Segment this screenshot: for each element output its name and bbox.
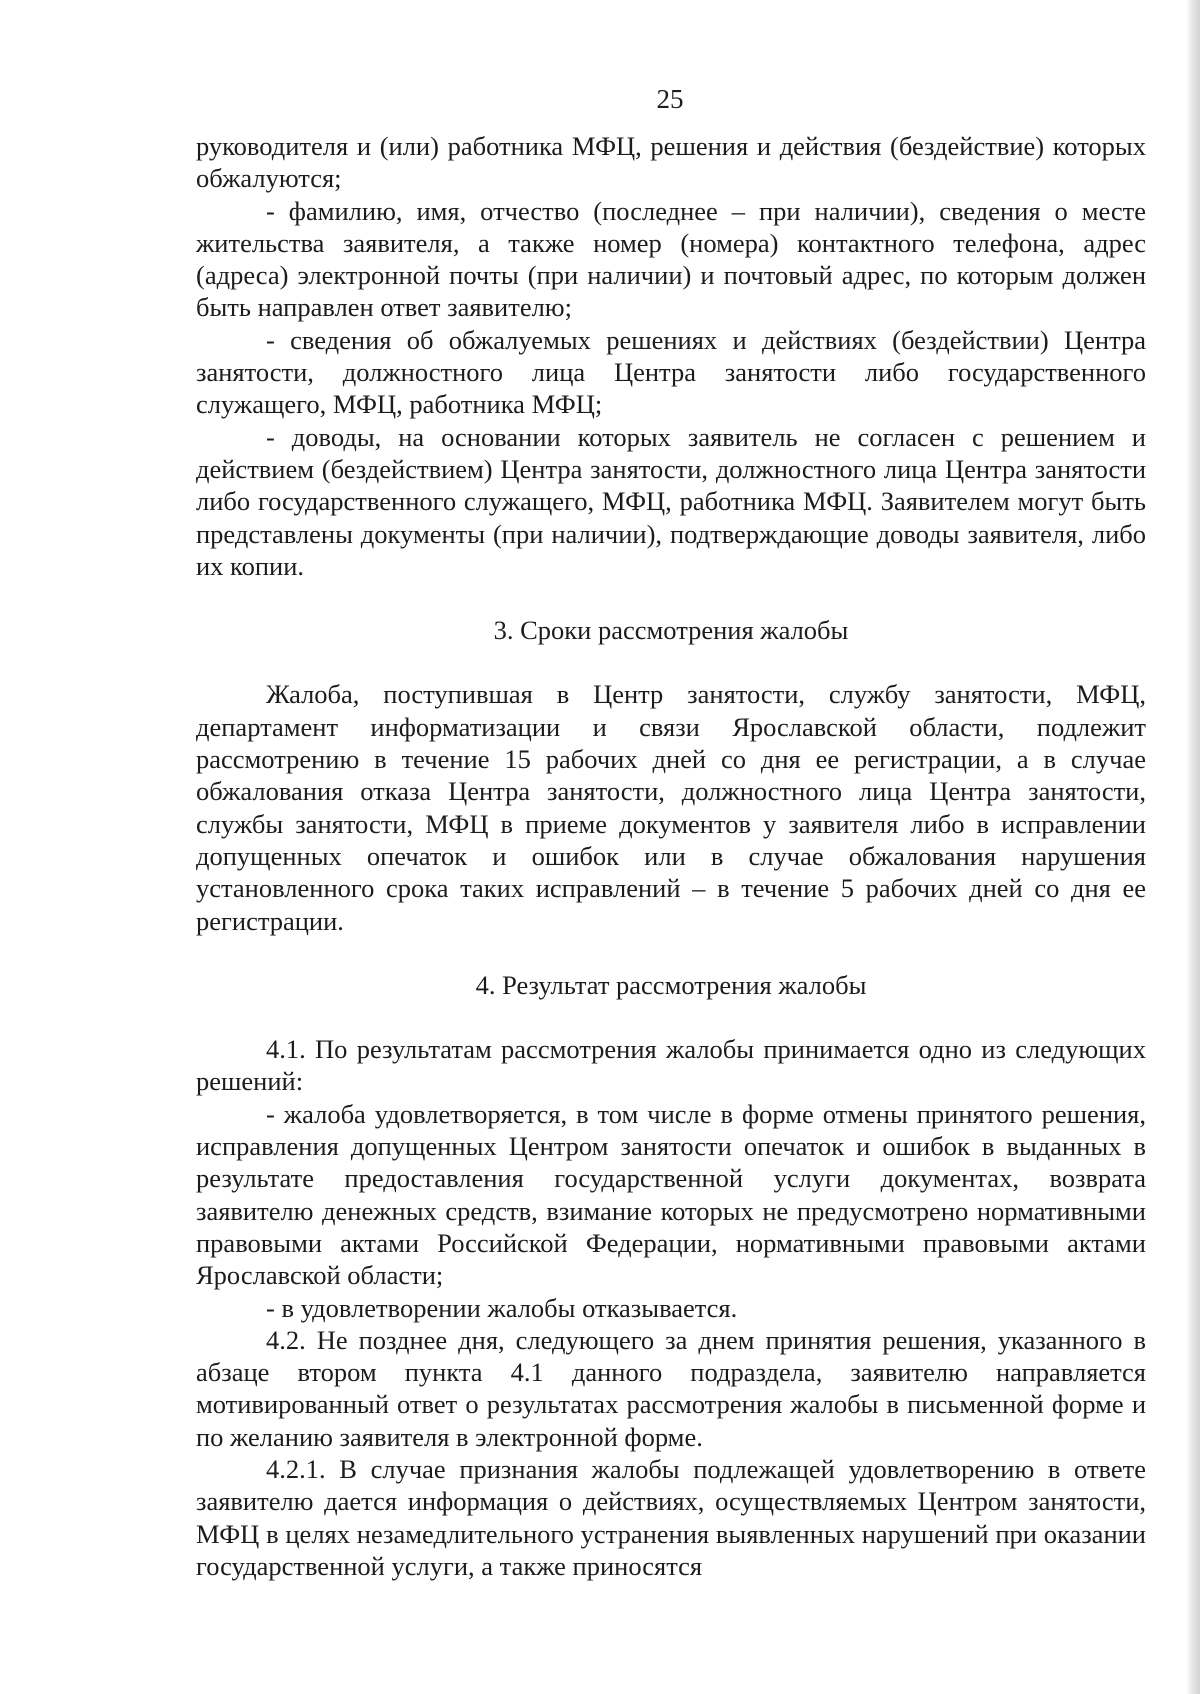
section-4-paragraph: 4.2. Не позднее дня, следующего за днем принятия решения, указанного в абзаце втором пункта 4.1 данного подраздела, заявителю направляется мотивированный ответ о результатах рассмотрения жалобы в письменной форме и по желанию заявителя в электронной форме.: [196, 1324, 1146, 1452]
paragraph-list-item: - сведения об обжалуемых решениях и действиях (бездействии) Центра занятости, должностного лица Центра занятости либо государственного служащего, МФЦ, работника МФЦ;: [196, 324, 1146, 420]
page-number: 25: [656, 84, 684, 114]
paragraph-list-item: - доводы, на основании которых заявитель не согласен с решением и действием (бездействием) Центра занятости, должностного лица Центра занятости либо государственного служащего, МФЦ, работника МФЦ. Заявителем могут быть представлены документы (при наличии), подтверждающие доводы заявителя, либо их копии.: [196, 421, 1146, 581]
section-4-paragraph: 4.2.1. В случае признания жалобы подлежащей удовлетворению в ответе заявителю дается информация о действиях, осуществляемых Центром занятости, МФЦ в целях незамедлительного устранения выявленных нарушений при оказании государственной услуги, а также приносятся: [196, 1453, 1146, 1581]
paragraph-list-item: - фамилию, имя, отчество (последнее – при наличии), сведения о месте жительства заявителя, а также номер (номера) контактного телефона, адрес (адреса) электронной почты (при наличии) и почтовый адрес, по которым должен быть направлен ответ заявителю;: [196, 195, 1146, 323]
section-heading-3: 3. Сроки рассмотрения жалобы: [493, 615, 849, 646]
document-body: [196, 130, 1146, 1582]
section-3-paragraph: Жалоба, поступившая в Центр занятости, службу занятости, МФЦ, департамент информатизации и связи Ярославской области, подлежит рассмотрению в течение 15 рабочих дней со дня ее регистрации, а в случае обжалования отказа Центра занятости, должностного лица Центра занятости, службы занятости, МФЦ в приеме документов у заявителя либо в исправлении допущенных опечаток и ошибок или в случае обжалования нарушения установленного срока таких исправлений – в течение 5 рабочих дней со дня ее регистрации.: [196, 679, 1146, 936]
scan-edge-shadow: [1186, 0, 1200, 1694]
section-heading-4: 4. Результат рассмотрения жалобы: [475, 969, 867, 1000]
section-4-paragraph: - жалоба удовлетворяется, в том числе в форме отмены принятого решения, исправления допущенных Центром занятости опечаток и ошибок в выданных в результате предоставления государственной услуги документах, возврата заявителю денежных средств, взимание которых не предусмотрено нормативными правовыми актами Российской Федерации, нормативными правовыми актами Ярославской области;: [196, 1098, 1146, 1291]
section-4-paragraph: - в удовлетворении жалобы отказывается.: [266, 1292, 738, 1323]
section-4-paragraph: 4.1. По результатам рассмотрения жалобы принимается одно из следующих решений:: [196, 1034, 1146, 1097]
paragraph-continuation: руководителя и (или) работника МФЦ, решения и действия (бездействие) которых обжалуются;: [196, 131, 1146, 194]
